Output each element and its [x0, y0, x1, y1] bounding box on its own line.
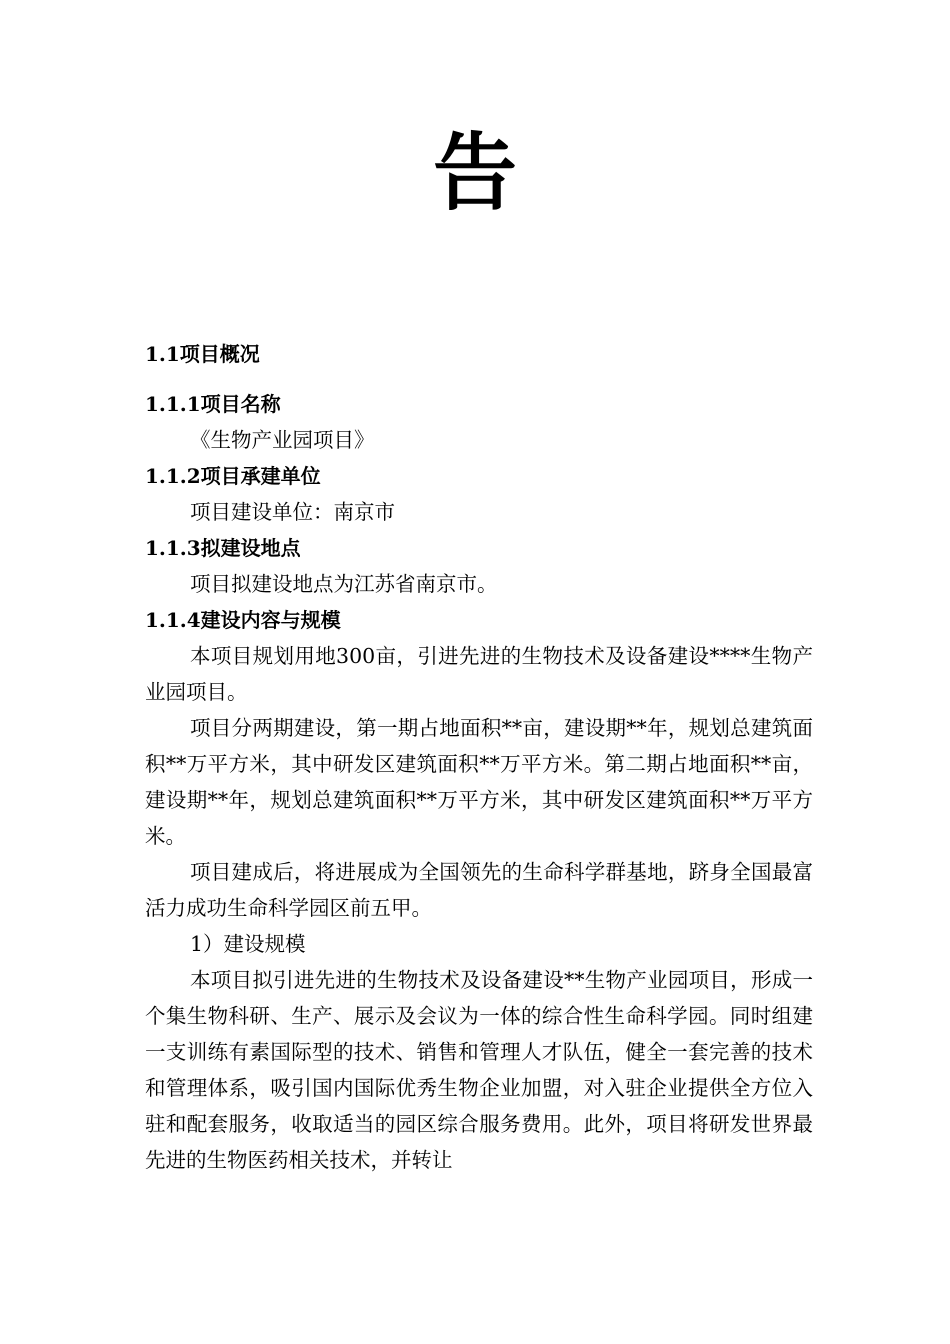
section-heading-1-1-3: 1.1.3拟建设地点: [145, 536, 301, 560]
construction-unit-text: 项目建设单位：南京市: [190, 500, 395, 524]
scale-paragraph-4: 本项目拟引进先进的生物技术及设备建设**生物产业园项目，形成一个集生物科研、生产、展示及会议为一体的综合性生命科学园。同时组建一支训练有素国际型的技术、销售和管理人才队伍，健全一套完善的技术和管理体系，吸引国内国际优秀生物企业加盟，对入驻企业提供全方位入驻和配套服务，收取适当的园区综合服务费用。此外，项目将研发世界最先进的生物医药相关技术，并转让: [145, 968, 813, 1172]
scale-paragraph-3: 项目建成后，将进展成为全国领先的生命科学群基地，跻身全国最富活力成功生命科学园区前五甲。: [145, 860, 813, 920]
section-heading-1-1-1: 1.1.1项目名称: [145, 392, 281, 416]
scale-paragraph-2: 项目分两期建设，第一期占地面积**亩，建设期**年，规划总建筑面积**万平方米，其中研发区建筑面积**万平方米。第二期占地面积**亩，建设期**年，规划总建筑面积**万平方米，其中研发区建筑面积**万平方米。: [145, 716, 813, 848]
subheading-construction-scale: 1）建设规模: [190, 932, 306, 956]
location-text: 项目拟建设地点为江苏省南京市。: [190, 572, 498, 596]
document-body: [145, 336, 813, 1178]
scale-paragraph-1: 本项目规划用地300亩，引进先进的生物技术及设备建设****生物产业园项目。: [145, 644, 813, 704]
section-heading-1-1-4: 1.1.4建设内容与规模: [145, 608, 341, 632]
section-heading-1-1-2: 1.1.2项目承建单位: [145, 464, 321, 488]
project-name-text: 《生物产业园项目》: [190, 428, 375, 452]
page-title: 告: [432, 123, 517, 222]
section-heading-1-1: 1.1项目概况: [145, 342, 260, 366]
